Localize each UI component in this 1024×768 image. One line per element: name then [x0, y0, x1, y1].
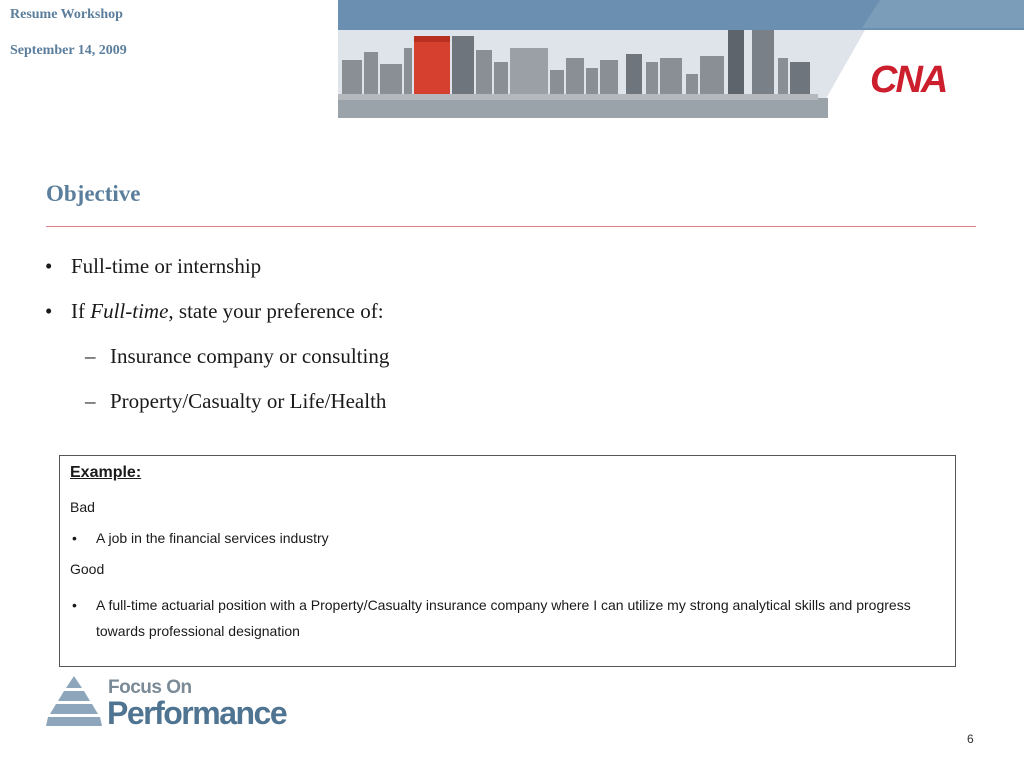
sub-bullet-text: Property/Casualty or Life/Health [110, 389, 387, 413]
dash-icon: – [85, 344, 96, 368]
bullet-dot-icon: • [45, 299, 53, 323]
footer-logo-line1: Focus On [108, 677, 192, 698]
slide-title: Objective [46, 181, 141, 206]
example-heading: Example: [70, 464, 142, 481]
bad-label: Bad [70, 499, 95, 515]
bad-example-text: A job in the financial services industry [96, 530, 329, 546]
footer-logo-line2: Performance [107, 695, 287, 731]
pyramid-logo-icon [46, 676, 102, 726]
cna-logo [868, 60, 974, 96]
bullet-text-emphasis: Full-time [90, 299, 169, 323]
title-divider [46, 226, 976, 227]
bullet-item [45, 254, 262, 279]
bad-example-item [72, 530, 329, 546]
header-date: September 14, 2009 [10, 43, 127, 58]
good-example-text: A full-time actuarial position with a Property/Casualty insurance company where I can utilize my strong analytical skills and progress towards professional designation [96, 597, 911, 639]
bullet-dot-icon: • [72, 530, 77, 546]
good-example-item [72, 592, 926, 644]
page-number: 6 [967, 732, 974, 746]
skyline-banner [0, 0, 1024, 118]
example-box [59, 455, 956, 667]
bullet-dot-icon: • [45, 254, 53, 278]
sub-bullet-item [85, 389, 387, 414]
bullet-text-prefix: If [71, 299, 91, 323]
svg-text:CNA: CNA [870, 60, 947, 96]
bullet-item [45, 299, 384, 324]
header-title: Resume Workshop [10, 7, 123, 22]
good-label: Good [70, 561, 105, 577]
bullet-dot-icon: • [72, 597, 77, 613]
dash-icon: – [85, 389, 96, 413]
sub-bullet-text: Insurance company or consulting [110, 344, 390, 368]
bullet-text: Full-time or internship [71, 254, 262, 278]
bullet-text-suffix: , state your preference of: [168, 299, 384, 323]
sub-bullet-item [85, 344, 390, 369]
